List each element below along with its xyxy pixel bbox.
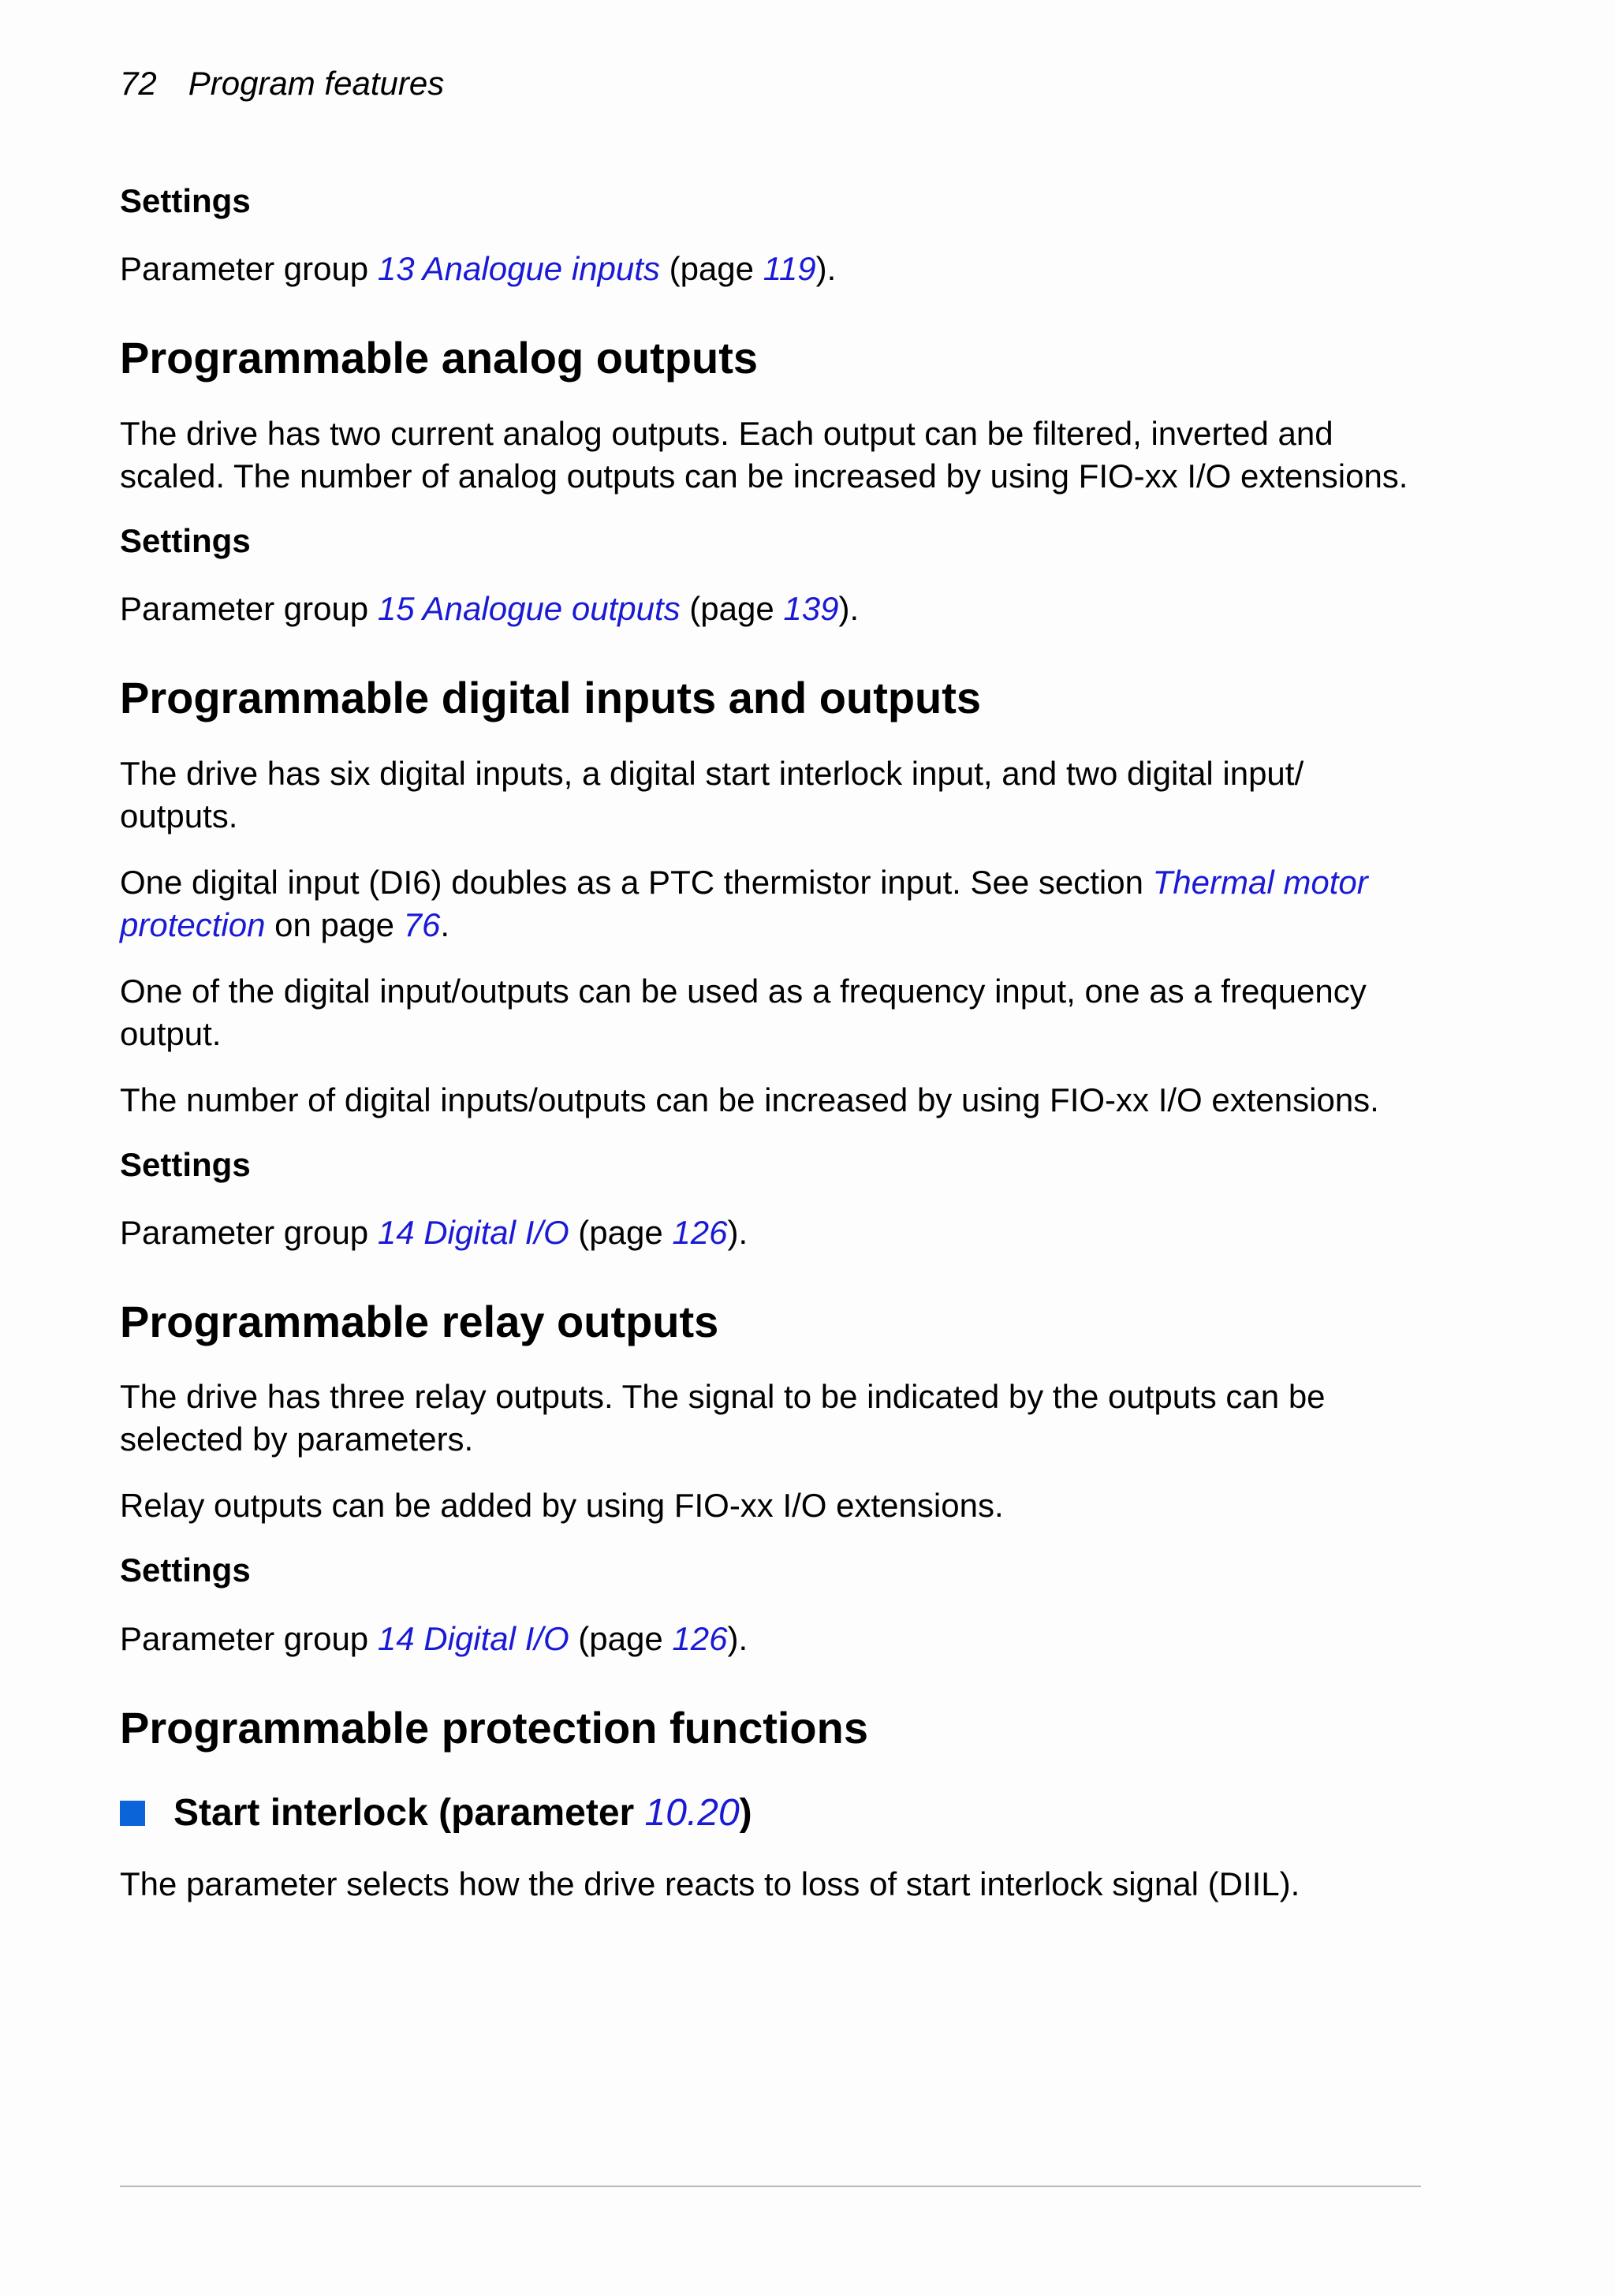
parameter-reference: Parameter group 13 Analogue inputs (page 119). xyxy=(120,250,837,288)
parameter-reference: Parameter group 14 Digital I/O (page 126). xyxy=(120,1619,748,1657)
parameter-group-link[interactable]: 14 Digital I/O xyxy=(377,1213,569,1251)
square-bullet-icon xyxy=(120,1801,145,1826)
paragraph: The drive has three relay outputs. The signal to be indicated by the outputs can be selected by parameters. xyxy=(120,1378,1326,1458)
section-heading-analog-outputs: Programmable analog outputs xyxy=(120,333,758,383)
parameter-reference: Parameter group 14 Digital I/O (page 126). xyxy=(120,1213,748,1251)
settings-heading: Settings xyxy=(120,1145,251,1183)
paragraph: One digital input (DI6) doubles as a PTC thermistor input. See section Thermal motor protection on page 76. xyxy=(120,863,1368,943)
page-link[interactable]: 119 xyxy=(763,250,816,288)
header-section-title: Program features xyxy=(188,65,445,102)
parameter-group-link[interactable]: 14 Digital I/O xyxy=(377,1619,569,1657)
page-link[interactable]: 126 xyxy=(672,1619,728,1657)
page-content xyxy=(120,181,1421,1929)
settings-heading: Settings xyxy=(120,521,251,559)
paragraph: One of the digital input/outputs can be used as a frequency input, one as a frequency output. xyxy=(120,972,1367,1052)
section-heading-relay-outputs: Programmable relay outputs xyxy=(120,1296,719,1346)
page-link[interactable]: 126 xyxy=(672,1213,728,1251)
page-number: 72 xyxy=(120,65,157,102)
paragraph: The parameter selects how the drive reacts to loss of start interlock signal (DIIL). xyxy=(120,1865,1300,1903)
parameter-link[interactable]: 10.20 xyxy=(644,1792,740,1835)
parameter-group-link[interactable]: 15 Analogue outputs xyxy=(377,590,681,628)
page-link[interactable]: 139 xyxy=(783,590,839,628)
section-heading-protection: Programmable protection functions xyxy=(120,1702,868,1753)
section-link[interactable]: Thermal motor protection xyxy=(120,863,1368,943)
running-header xyxy=(120,65,444,103)
parameter-group-link[interactable]: 13 Analogue inputs xyxy=(377,250,660,288)
section-heading-digital-io: Programmable digital inputs and outputs xyxy=(120,673,982,723)
paragraph: The drive has six digital inputs, a digital start interlock input, and two digital input/ outputs. xyxy=(120,754,1304,834)
footer-divider xyxy=(120,2186,1421,2187)
settings-heading: Settings xyxy=(120,182,251,219)
settings-heading: Settings xyxy=(120,1551,251,1589)
paragraph: The drive has two current analog outputs. Each output can be filtered, inverted and scaled. The number of analog outputs can be increased by using FIO-xx I/O extensions. xyxy=(120,414,1408,495)
parameter-reference: Parameter group 15 Analogue outputs (page 139). xyxy=(120,590,860,628)
subsection-heading-start-interlock: Start interlock (parameter 10.20 ) xyxy=(120,1791,1421,1835)
paragraph: Relay outputs can be added by using FIO-xx I/O extensions. xyxy=(120,1487,1004,1525)
paragraph: The number of digital inputs/outputs can be increased by using FIO-xx I/O extensions. xyxy=(120,1081,1379,1118)
page-link[interactable]: 76 xyxy=(403,905,441,943)
